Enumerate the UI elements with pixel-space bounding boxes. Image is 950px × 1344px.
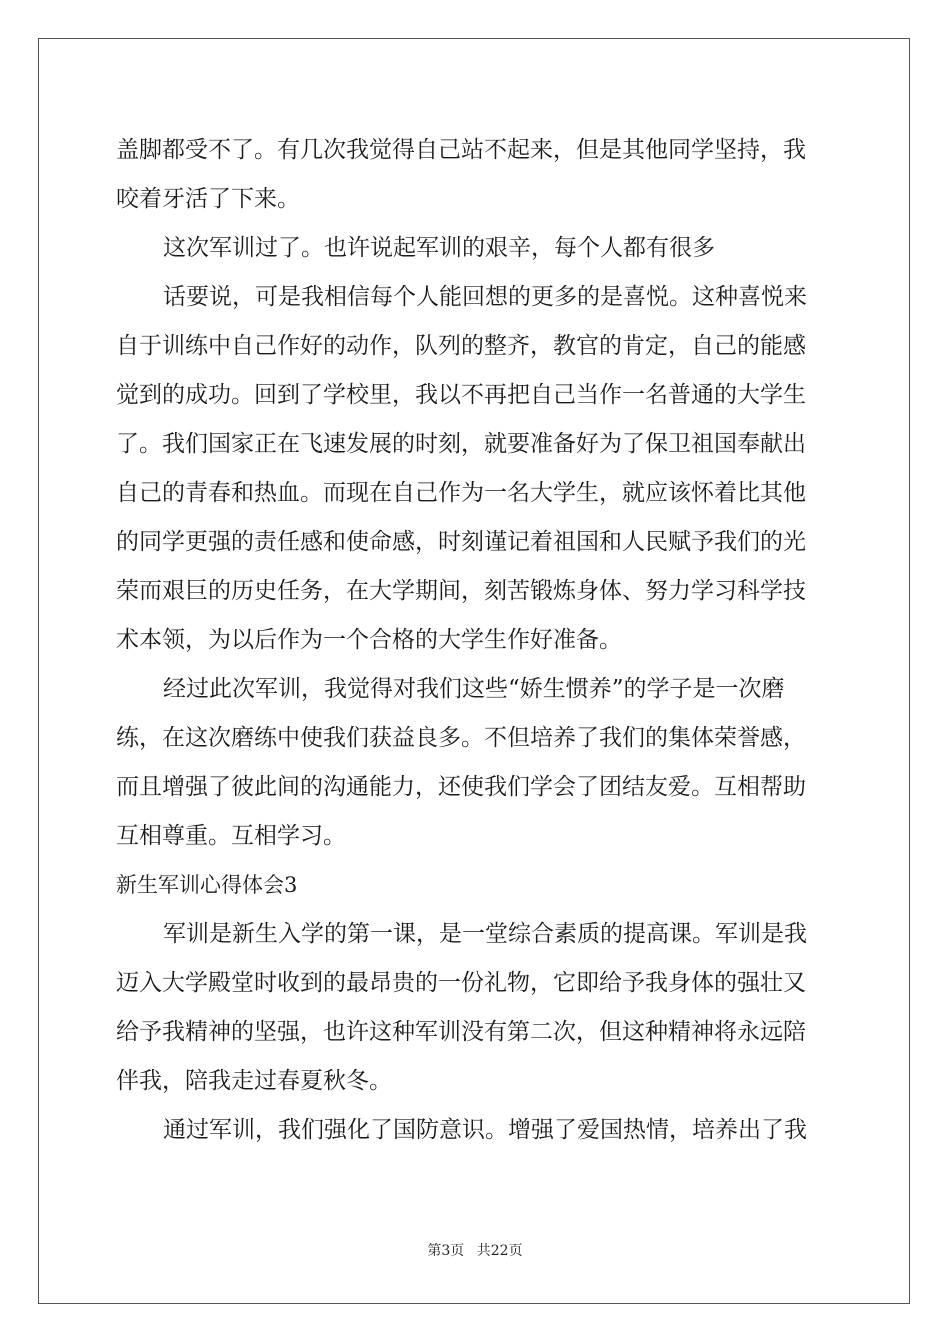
document-body [116, 126, 836, 1155]
text-line: 练，在这次磨练中使我们获益良多。不但培养了我们的集体荣誉感， [116, 725, 806, 751]
text-line: 的同学更强的责任感和使命感，时刻谨记着祖国和人民赋予我们的光 [116, 529, 806, 555]
page-footer [0, 1240, 950, 1260]
text-line: 自己的青春和热血。而现在自己作为一名大学生，就应该怀着比其他 [116, 480, 806, 506]
paragraph-start: 这次军训过了。也许说起军训的艰辛，每个人都有很多 [163, 235, 715, 261]
paragraph-start: 通过军训，我们强化了国防意识。增强了爱国热情，培养出了我 [163, 1117, 807, 1143]
text-line: 觉到的成功。回到了学校里，我以不再把自己当作一名普通的大学生 [116, 382, 806, 408]
text-line: 互相尊重。互相学习。 [116, 823, 346, 849]
text-line: 盖脚都受不了。有几次我觉得自己站不起来，但是其他同学坚持，我 [116, 137, 806, 163]
text-line: 自于训练中自己作好的动作，队列的整齐，教官的肯定，自己的能感 [116, 333, 806, 359]
paragraph-start: 话要说，可是我相信每个人能回想的更多的是喜悦。这种喜悦来 [163, 284, 807, 310]
paragraph-start: 经过此次军训，我觉得对我们这些“娇生惯养”的学子是一次磨 [163, 676, 785, 702]
text-line: 术本领，为以后作为一个合格的大学生作好准备。 [116, 627, 622, 653]
text-line: 而且增强了彼此间的沟通能力，还使我们学会了团结友爱。互相帮助 [116, 774, 806, 800]
page-total: 共22页 [476, 1243, 523, 1259]
section-heading: 新生军训心得体会3 [116, 873, 298, 897]
text-line: 荣而艰巨的历史任务，在大学期间，刻苦锻炼身体、努力学习科学技 [116, 578, 806, 604]
text-line: 伴我，陪我走过春夏秋冬。 [116, 1068, 392, 1094]
text-line: 咬着牙活了下来。 [116, 186, 300, 212]
text-line: 给予我精神的坚强，也许这种军训没有第二次，但这种精神将永远陪 [116, 1019, 806, 1045]
paragraph-start: 军训是新生入学的第一课，是一堂综合素质的提高课。军训是我 [163, 921, 807, 947]
page-number: 第3页 [427, 1243, 465, 1259]
text-line: 迈入大学殿堂时收到的最昂贵的一份礼物，它即给予我身体的强壮又 [116, 970, 806, 996]
text-line: 了。我们国家正在飞速发展的时刻，就要准备好为了保卫祖国奉献出 [116, 431, 806, 457]
